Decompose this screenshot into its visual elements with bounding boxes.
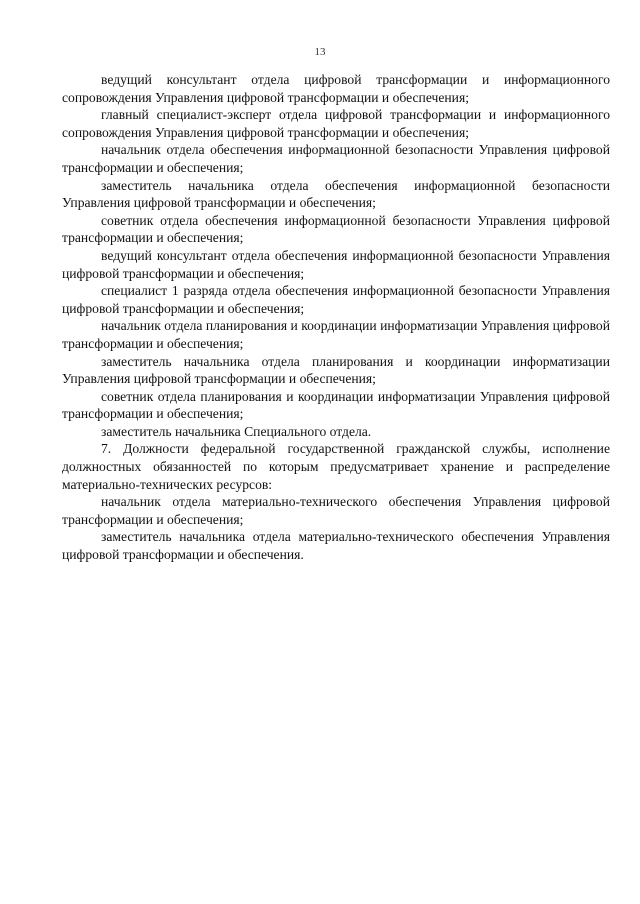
- list-item: начальник отдела материально-технического обеспечения Управления цифровой трансформации и обеспечения;: [62, 494, 610, 527]
- document-body: [62, 71, 610, 564]
- list-item: советник отдела планирования и координации информатизации Управления цифровой трансформации и обеспечения;: [62, 388, 610, 422]
- list-item: специалист 1 разряда отдела обеспечения информационной безопасности Управления цифровой трансформации и обеспечения;: [62, 283, 610, 316]
- list-item: заместитель начальника отдела обеспечения информационной безопасности Управления цифровой трансформации и обеспечения;: [62, 177, 610, 211]
- list-item: советник отдела обеспечения информационной безопасности Управления цифровой трансформации и обеспечения;: [62, 212, 610, 246]
- section-heading: 7. Должности федеральной государственной гражданской службы, исполнение должностных обязанностей по которым предусматривает хранение и распределение материально-технических ресурсов:: [62, 441, 610, 492]
- list-item: начальник отдела планирования и координации информатизации Управления цифровой трансформации и обеспечения;: [62, 318, 610, 351]
- list-item: начальник отдела обеспечения информационной безопасности Управления цифровой трансформации и обеспечения;: [62, 142, 610, 175]
- list-item: ведущий консультант отдела цифровой трансформации и информационного сопровождения Управления цифровой трансформации и обеспечения;: [62, 72, 610, 105]
- list-item: заместитель начальника отдела планирования и координации информатизации Управления цифровой трансформации и обеспечения;: [62, 353, 610, 387]
- list-item: ведущий консультант отдела обеспечения информационной безопасности Управления цифровой трансформации и обеспечения;: [62, 247, 610, 281]
- list-item: заместитель начальника Специального отдела.: [101, 423, 372, 439]
- page-number: 13: [314, 46, 326, 58]
- list-item: главный специалист-эксперт отдела цифровой трансформации и информационного сопровождения Управления цифровой трансформации и обеспечения;: [62, 107, 610, 140]
- list-item: заместитель начальника отдела материально-технического обеспечения Управления цифровой трансформации и обеспечения.: [62, 529, 610, 563]
